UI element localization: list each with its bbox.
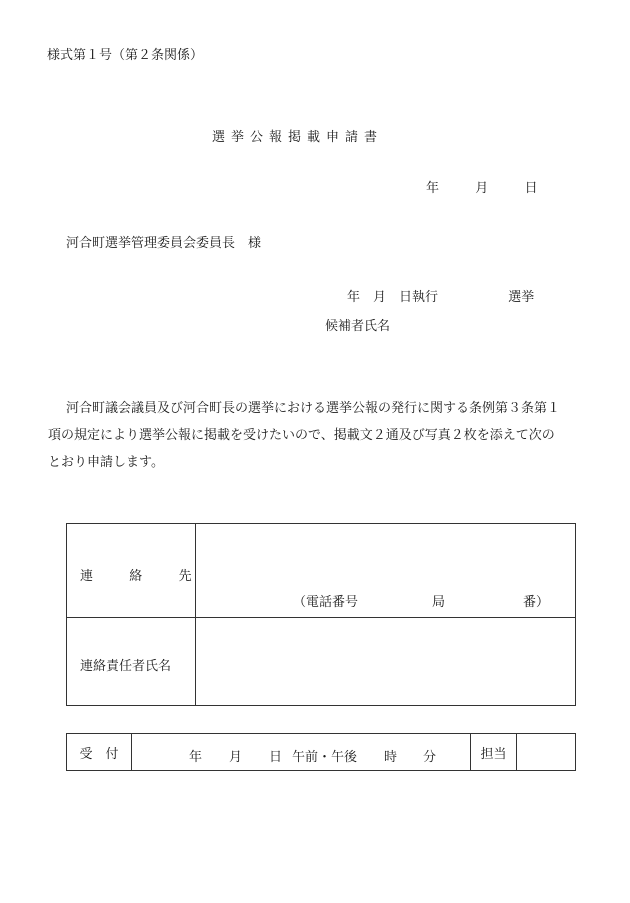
body-text-line: 項の規定により選挙公報に掲載を受けたいので、掲載文２通及び写真２枚を添えて次の bbox=[48, 428, 555, 443]
addressee: 河合町選挙管理委員会委員長 様 bbox=[66, 236, 262, 251]
date-year-label: 年 bbox=[426, 181, 440, 196]
date-month-label: 月 bbox=[475, 181, 489, 196]
election-date-label: 年 月 日執行 bbox=[347, 290, 439, 305]
receipt-label: 受 付 bbox=[67, 734, 132, 771]
receipt-charge-input[interactable] bbox=[517, 734, 576, 771]
phone-open-label: （電話番号 bbox=[293, 595, 359, 610]
receipt-time-cell[interactable] bbox=[132, 734, 471, 771]
election-line bbox=[347, 291, 534, 304]
document-title: 選挙公報掲載申請書 bbox=[212, 130, 384, 145]
receipt-table bbox=[66, 733, 576, 771]
body-text-line: とおり申請します。 bbox=[48, 455, 164, 470]
receipt-hour-label: 時 bbox=[384, 750, 398, 765]
phone-number-label: 番） bbox=[523, 595, 550, 610]
receipt-year-label: 年 bbox=[189, 750, 203, 765]
phone-exchange-label: 局 bbox=[432, 595, 446, 610]
body-text-line: 河合町議会議員及び河合町長の選挙における選挙公報の発行に関する条例第３条第１ bbox=[66, 401, 561, 416]
phone-line bbox=[196, 524, 575, 617]
responsible-label-cell bbox=[67, 618, 196, 706]
date-blank bbox=[426, 182, 538, 195]
responsible-input-cell[interactable] bbox=[196, 618, 576, 706]
candidate-name-label: 候補者氏名 bbox=[325, 319, 391, 334]
receipt-ampm-label: 午前・午後 bbox=[292, 750, 358, 765]
form-number: 様式第１号（第２条関係） bbox=[47, 48, 204, 63]
receipt-day-label: 日 bbox=[269, 750, 283, 765]
receipt-charge-label: 担当 bbox=[471, 734, 517, 771]
contact-table bbox=[66, 523, 576, 706]
contact-row bbox=[67, 524, 576, 618]
contact-label-cell bbox=[67, 524, 196, 618]
date-day-label: 日 bbox=[524, 181, 538, 196]
contact-label: 連 絡 先 bbox=[80, 569, 192, 584]
contact-input-cell[interactable] bbox=[196, 524, 576, 618]
responsible-row bbox=[67, 618, 576, 706]
receipt-month-label: 月 bbox=[229, 750, 243, 765]
responsible-label: 連絡責任者氏名 bbox=[80, 659, 172, 674]
receipt-row bbox=[67, 734, 576, 771]
election-type-label: 選挙 bbox=[508, 290, 535, 305]
receipt-minute-label: 分 bbox=[423, 750, 437, 765]
